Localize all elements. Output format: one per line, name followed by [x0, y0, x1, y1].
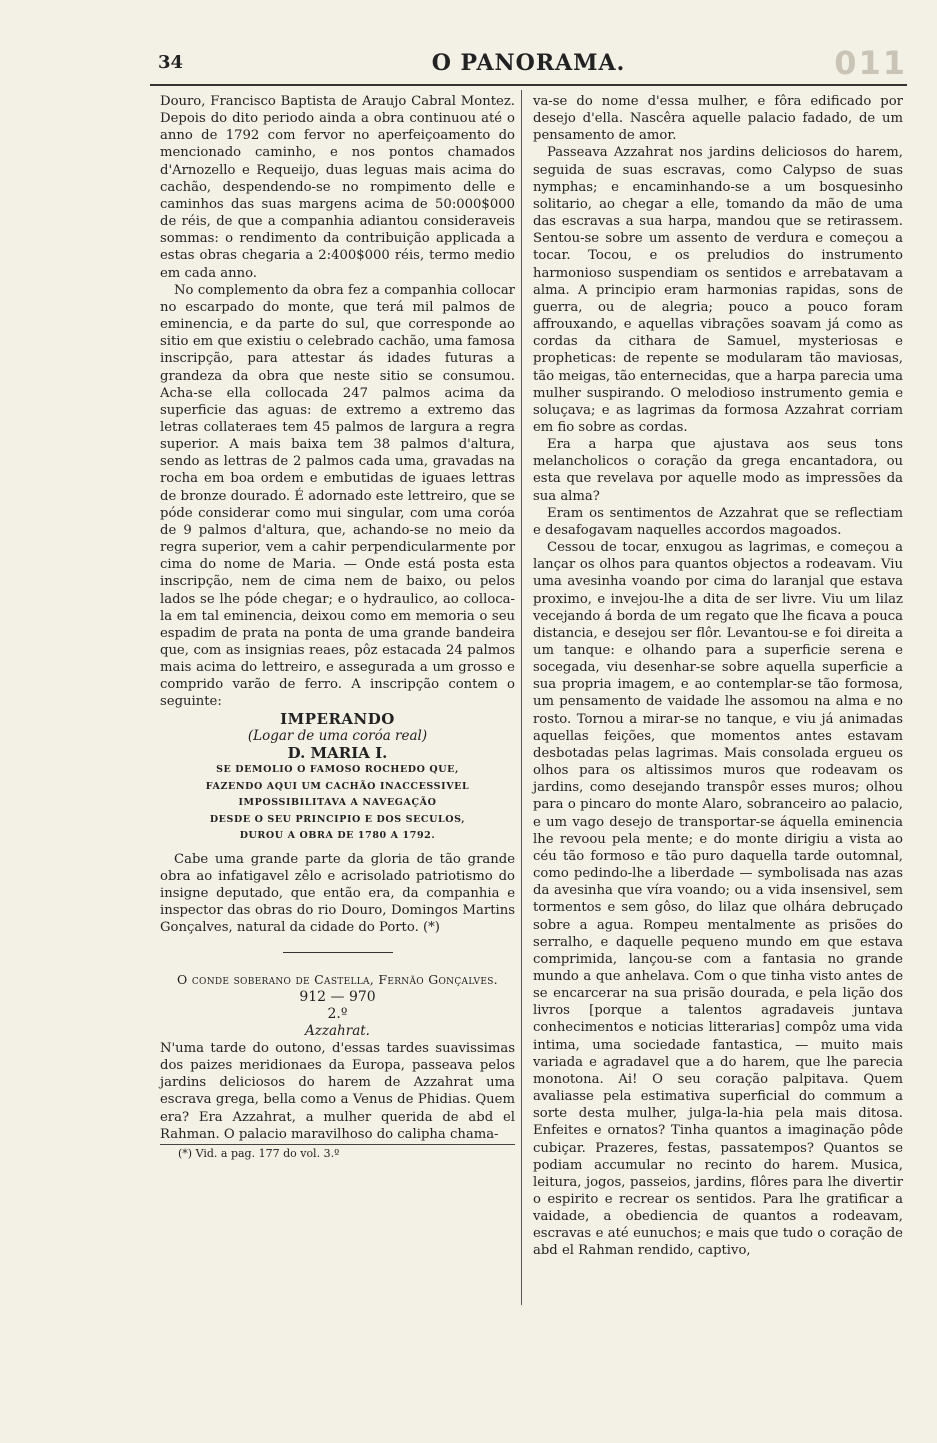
- library-stamp: 011: [834, 44, 907, 82]
- inscription-subtitle: (Logar de uma coróa real): [247, 727, 428, 744]
- page-header: [150, 44, 907, 82]
- right-paragraph-5: Cessou de tocar, enxugou as lagrimas, e começou a lançar os olhos para quantos objectos a rodeavam. Viu uma avesinha voando por cima do laranjal que estava proximo, e invejou-lhe a dita de ser livre. Viu um lilaz vecejando á borda de um regato que lhe ficava a pouca distancia, e desejou ser flôr. Levantou-se e foi direita a um tanque: e olhando para a superficie serena e socegada, viu desenhar-se sobre aquella superficie a sua propria imagem, e ao contemplar-se tão formosa, um pensamento de vaidade lhe assomou na alma e no rosto. Tornou a mirar-se no tanque, e viu já animadas aquellas feições, que momentos antes estavam desbotadas pelas lagrimas. Mais consolada ergueu os olhos para os altissimos muros que rodeavam os jardins, como desejando transpôr esses muros; olhou para o pincaro do monte Alaro, sobranceiro ao palacio, e um vago desejo de transportar-se áquella eminencia lhe revoou pela mente; e do monte dirigiu a vista ao céu tão formoso e tão puro daquella tarde outomnal, como pedindo-lhe a liberdade — symbolisada nas azas da avesinha que víra voando; ou a vida insensivel, sem tormentos e sem gôso, do lilaz que olhára debruçado sobre a agua. Rompeu mentalmente as prisões do serralho, e daquelle pequeno mundo em que estava comprimida, lançou-se com a fantasia no grande mundo a que anhelava. Com o que tinha visto antes de se encarcerar na sua prisão dourada, e pela lição dos livros [porque a talentos agradaveis juntava conhecimentos e noticias litterarias] compôz uma vida intima, uma sociedade fantastica, — muito mais variada e agradavel que a do harem, que lhe parecia monotona. Ai! O seu coração palpitava. Quem avaliasse pela estimativa superficial do commum a sorte desta mulher, julga-la-hia pela mais ditosa. Enfeites e ornatos? Tinha quantos a imaginação pôde cubiçar. Prazeres, festas, passatempos? Quantos se podiam accumular no recinto do harem. Musica, leitura, jogos, passeios, jardins, flôres para lhe divertir o espirito e recrear os sentidos. Para lhe gratificar a vaidade, a obediencia de quantos a rodeavam, escravas e até eunuchos; e mais que tudo o coração de abd el Rahman rendido, captivo,: [533, 540, 903, 1259]
- inscription-line: IMPOSSIBILITAVA A NAVEGAÇÃO: [238, 797, 437, 809]
- article-subtitle: Azzahrat.: [305, 1022, 370, 1039]
- inscription-line: SE DEMOLIO O FAMOSO ROCHEDO QUE,: [216, 764, 459, 776]
- article-number: 2.º: [327, 1005, 348, 1022]
- article-years: 912 — 970: [299, 988, 376, 1005]
- inscription-title: IMPERANDO: [280, 709, 395, 728]
- footnote: (*) Vid. a pag. 177 do vol. 3.º: [178, 1146, 340, 1160]
- left-paragraph-2: No complemento da obra fez a companhia collocar no escarpado do monte, que terá mil palmos de eminencia, e da parte do sul, que corresponde ao sitio em que existiu o celebrado cachão, uma famosa inscripção, para attestar ás idades futuras a grandeza da obra que neste sitio se consumou. Acha-se ella collocada 247 palmos acima da superficie das aguas: de extremo a extremo das letras collateraes tem 45 palmos de largura a regra superior. A mais baixa tem 38 palmos d'altura, sendo as lettras de 2 palmos cada uma, gravadas na rocha em boa ordem e embutidas de iguaes lettras de bronze dourado. É adornado este lettreiro, que se póde considerar como mui singular, com uma coróa de 9 palmos d'altura, que, achando-se no meio da regra superior, vem a cahir perpendicularmente por cima do nome de Maria. — Onde está posta esta inscripção, nem de cima nem de baixo, ou pelos lados se lhe póde chegar; e o hydraulico, ao colloca-la em tal eminencia, deixou como em memoria o seu espadim de prata na ponta de uma grande bandeira que, com as insignias reaes, pôz estacada 24 palmos mais acima do lettreiro, e assegurada a um grosso e comprido varão de ferro. A inscripção contem o seguinte:: [160, 282, 515, 710]
- inscription-line: DESDE O SEU PRINCIPIO E DOS SECULOS,: [209, 813, 466, 825]
- right-paragraph-2: Passeava Azzahrat nos jardins deliciosos do harem, seguida de suas escravas, como Calypso de suas nymphas; e encaminhando-se a um bosquesinho solitario, ao chegar a elle, tomando da mão de uma das escravas a sua harpa, mandou que se retirassem. Sentou-se sobre um assento de verdura e começou a tocar. Tocou, e os preludios do instrumento harmonioso suspendiam os sentidos e arrebatavam a alma. A principio eram harmonias rapidas, sons de guerra, ou de alegria; pouco a pouco foram affrouxando, e aquellas vibrações soavam já como as cordas da cithara de Samuel, mysteriosas e propheticas: de repente se modularam tão maviosas, tão meigas, tão enternecidas, que a harpa parecia uma mulher suspirando. O melodioso instrumento gemia e soluçava; e as lagrimas da formosa Azzahrat corriam em fio sobre as cordas.: [533, 145, 903, 435]
- journal-title: O PANORAMA.: [431, 50, 626, 76]
- left-paragraph-1: Douro, Francisco Baptista de Araujo Cabral Montez. Depois do dito periodo ainda a obra continuou até o anno de 1792 com fervor no aperfeiçoamento do mencionado caminho, e nos pontos chamados d'Arnozello e Requeijo, duas leguas mais acima do cachão, despendendo-se no rompimento delle e caminhos das suas margens acima de 50:000$000 de réis, de que a companhia adiantou consideraveis sommas: o rendimento da contribuição applicada a estas obras chegaria a 2:400$000 réis, termo medio em cada anno.: [160, 94, 515, 281]
- inscription-line: FAZENDO AQUI UM CACHÃO INACCESSIVEL: [205, 780, 470, 792]
- right-paragraph-4: Eram os sentimentos de Azzahrat que se reflectiam e desafogavam naquelles accordos magoados.: [533, 505, 903, 538]
- section-rule: [283, 952, 393, 953]
- left-paragraph-4: N'uma tarde do outono, d'essas tardes suavissimas dos paizes meridionaes da Europa, passeava pelos jardins deliciosos do harem de Azzahrat uma escrava grega, bella como a Venus de Phidias. Quem era? Era Azzahrat, a mulher querida de abd el Rahman. O palacio maravilhoso do calipha chama-: [160, 1041, 515, 1142]
- left-column: [160, 93, 515, 1162]
- article-title: O conde soberano de Castella, Fernão Gonçalves.: [177, 972, 498, 988]
- right-paragraph-1: va-se do nome d'essa mulher, e fôra edificado por desejo d'ella. Nascêra aquelle palacio fadado, de um pensamento de amor.: [533, 94, 903, 144]
- page-number: 34: [158, 52, 184, 73]
- header-rule: [150, 84, 907, 86]
- inscription-line: DUROU A OBRA DE 1780 A 1792.: [239, 830, 436, 842]
- column-divider: [521, 90, 522, 1305]
- right-column: [533, 93, 903, 1260]
- inscription-name: D. MARIA I.: [287, 743, 388, 762]
- left-paragraph-3: Cabe uma grande parte da gloria de tão grande obra ao infatigavel zêlo e acrisolado patriotismo do insigne deputado, que então era, da companhia e inspector das obras do rio Douro, Domingos Martins Gonçalves, natural da cidade do Porto. (*): [160, 851, 515, 936]
- right-paragraph-3: Era a harpa que ajustava aos seus tons melancholicos o coração da grega encantadora, ou esta que revelava por aquelle modo as impressões da sua alma?: [533, 437, 903, 504]
- inscription-block: [160, 711, 515, 845]
